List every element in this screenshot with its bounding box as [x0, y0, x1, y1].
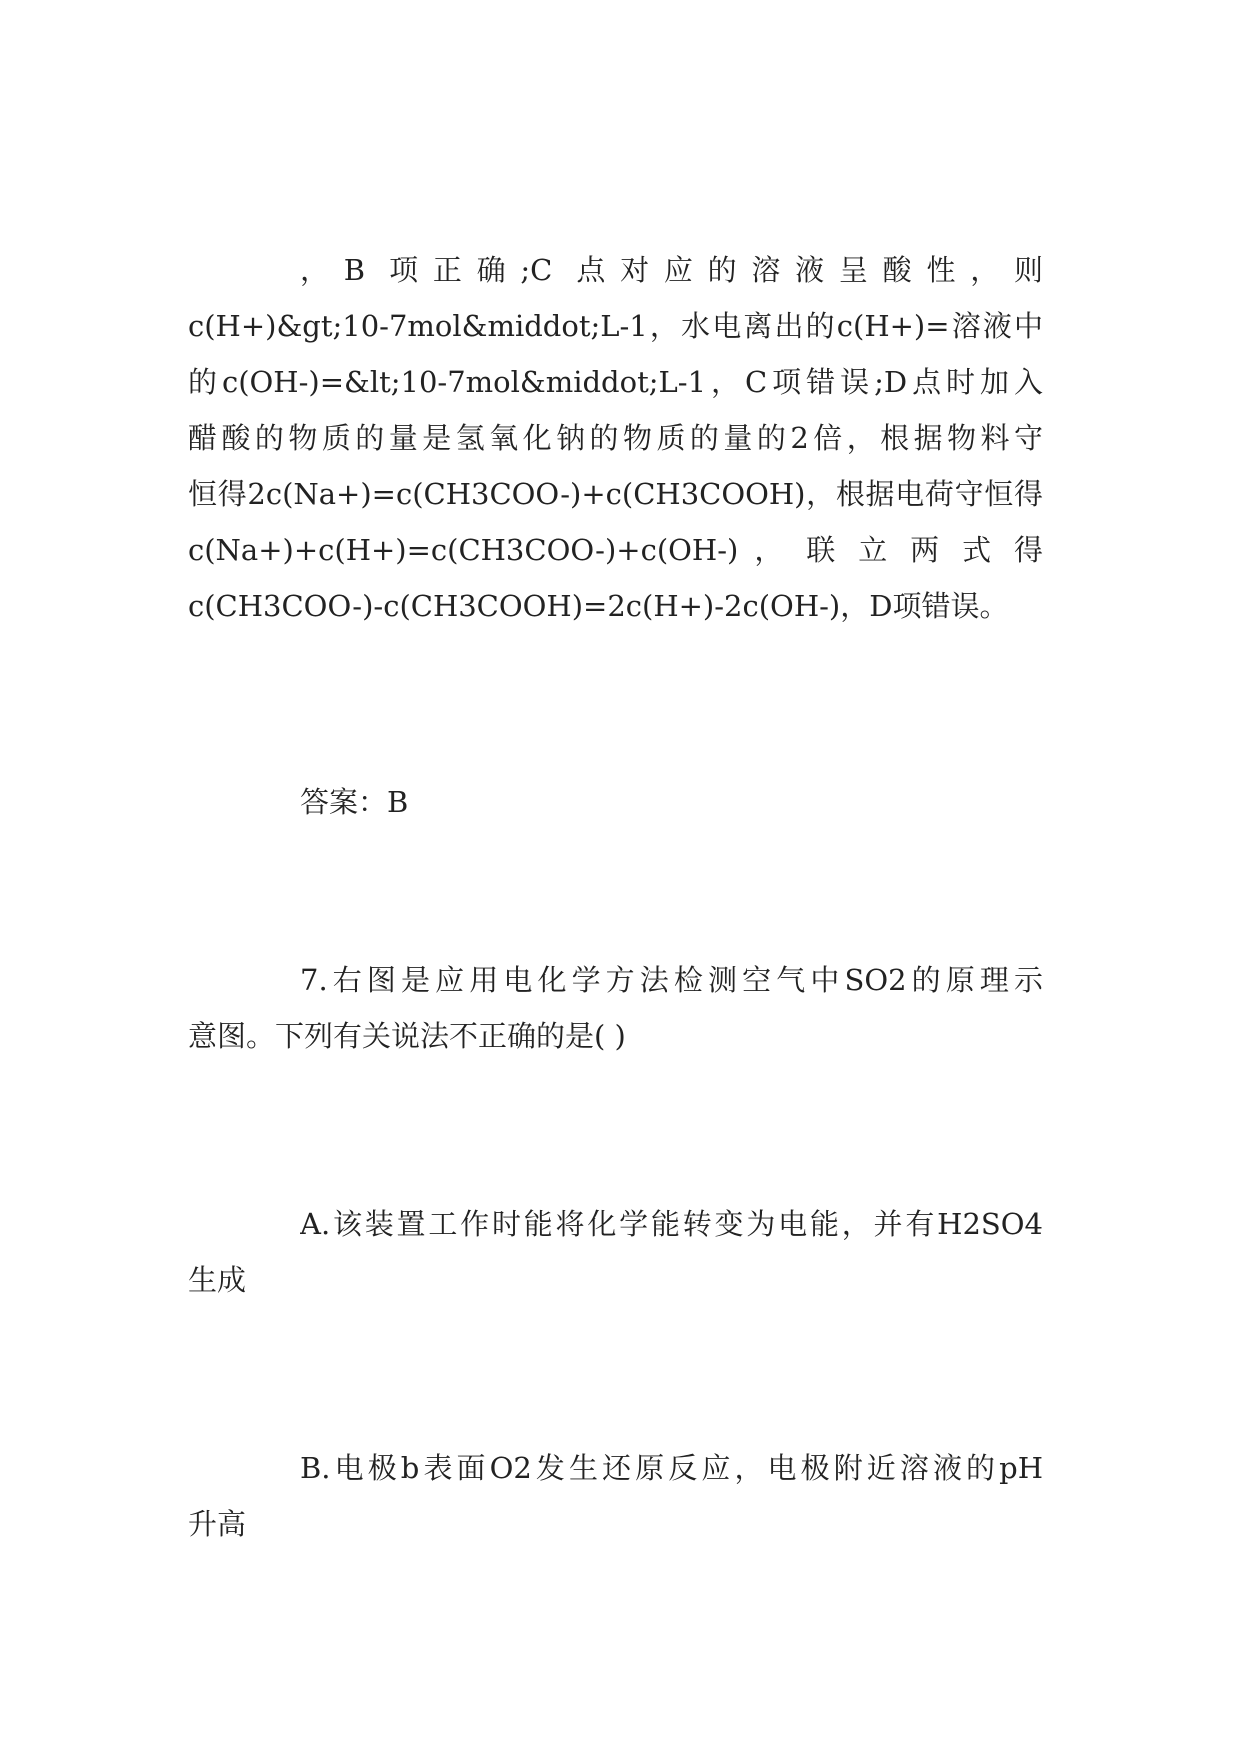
paragraph1-line-2: c(H+)&gt;10-7mol&middot;L-1，水电离出的c(H+)=溶液中 — [188, 309, 1043, 343]
paragraph1-line-5: 恒得2c(Na+)=c(CH3COO-)+c(CH3COOH)，根据电荷守恒得 — [188, 477, 1043, 511]
option-b-line-2: 升高 — [188, 1507, 247, 1541]
option-a-line-2: 生成 — [188, 1263, 247, 1297]
paragraph1-line-6: c(Na+)+c(H+)=c(CH3COO-)+c(OH-) ， 联 立 两 式 得 — [188, 533, 1043, 567]
option-b-line-1: B.电极b表面O2发生还原反应，电极附近溶液的pH — [300, 1451, 1043, 1485]
paragraph1-line-4: 醋酸的物质的量是氢氧化钠的物质的量的2倍，根据物料守 — [188, 421, 1043, 455]
paragraph1-line-3: 的c(OH-)=&lt;10-7mol&middot;L-1，C项错误;D点时加入 — [188, 365, 1043, 399]
option-a-line-1: A.该装置工作时能将化学能转变为电能，并有H2SO4 — [300, 1207, 1043, 1241]
question7-line-1: 7.右图是应用电化学方法检测空气中SO2的原理示 — [300, 963, 1043, 997]
paragraph1-line-1: ，B 项正确;C 点对应的溶液呈酸性，则 — [300, 253, 1043, 287]
question7-line-2: 意图。下列有关说法不正确的是( ) — [188, 1019, 626, 1053]
paragraph1-line-7: c(CH3COO-)-c(CH3COOH)=2c(H+)-2c(OH-)，D项错误。 — [188, 589, 1009, 623]
answer-line: 答案：B — [300, 785, 409, 819]
